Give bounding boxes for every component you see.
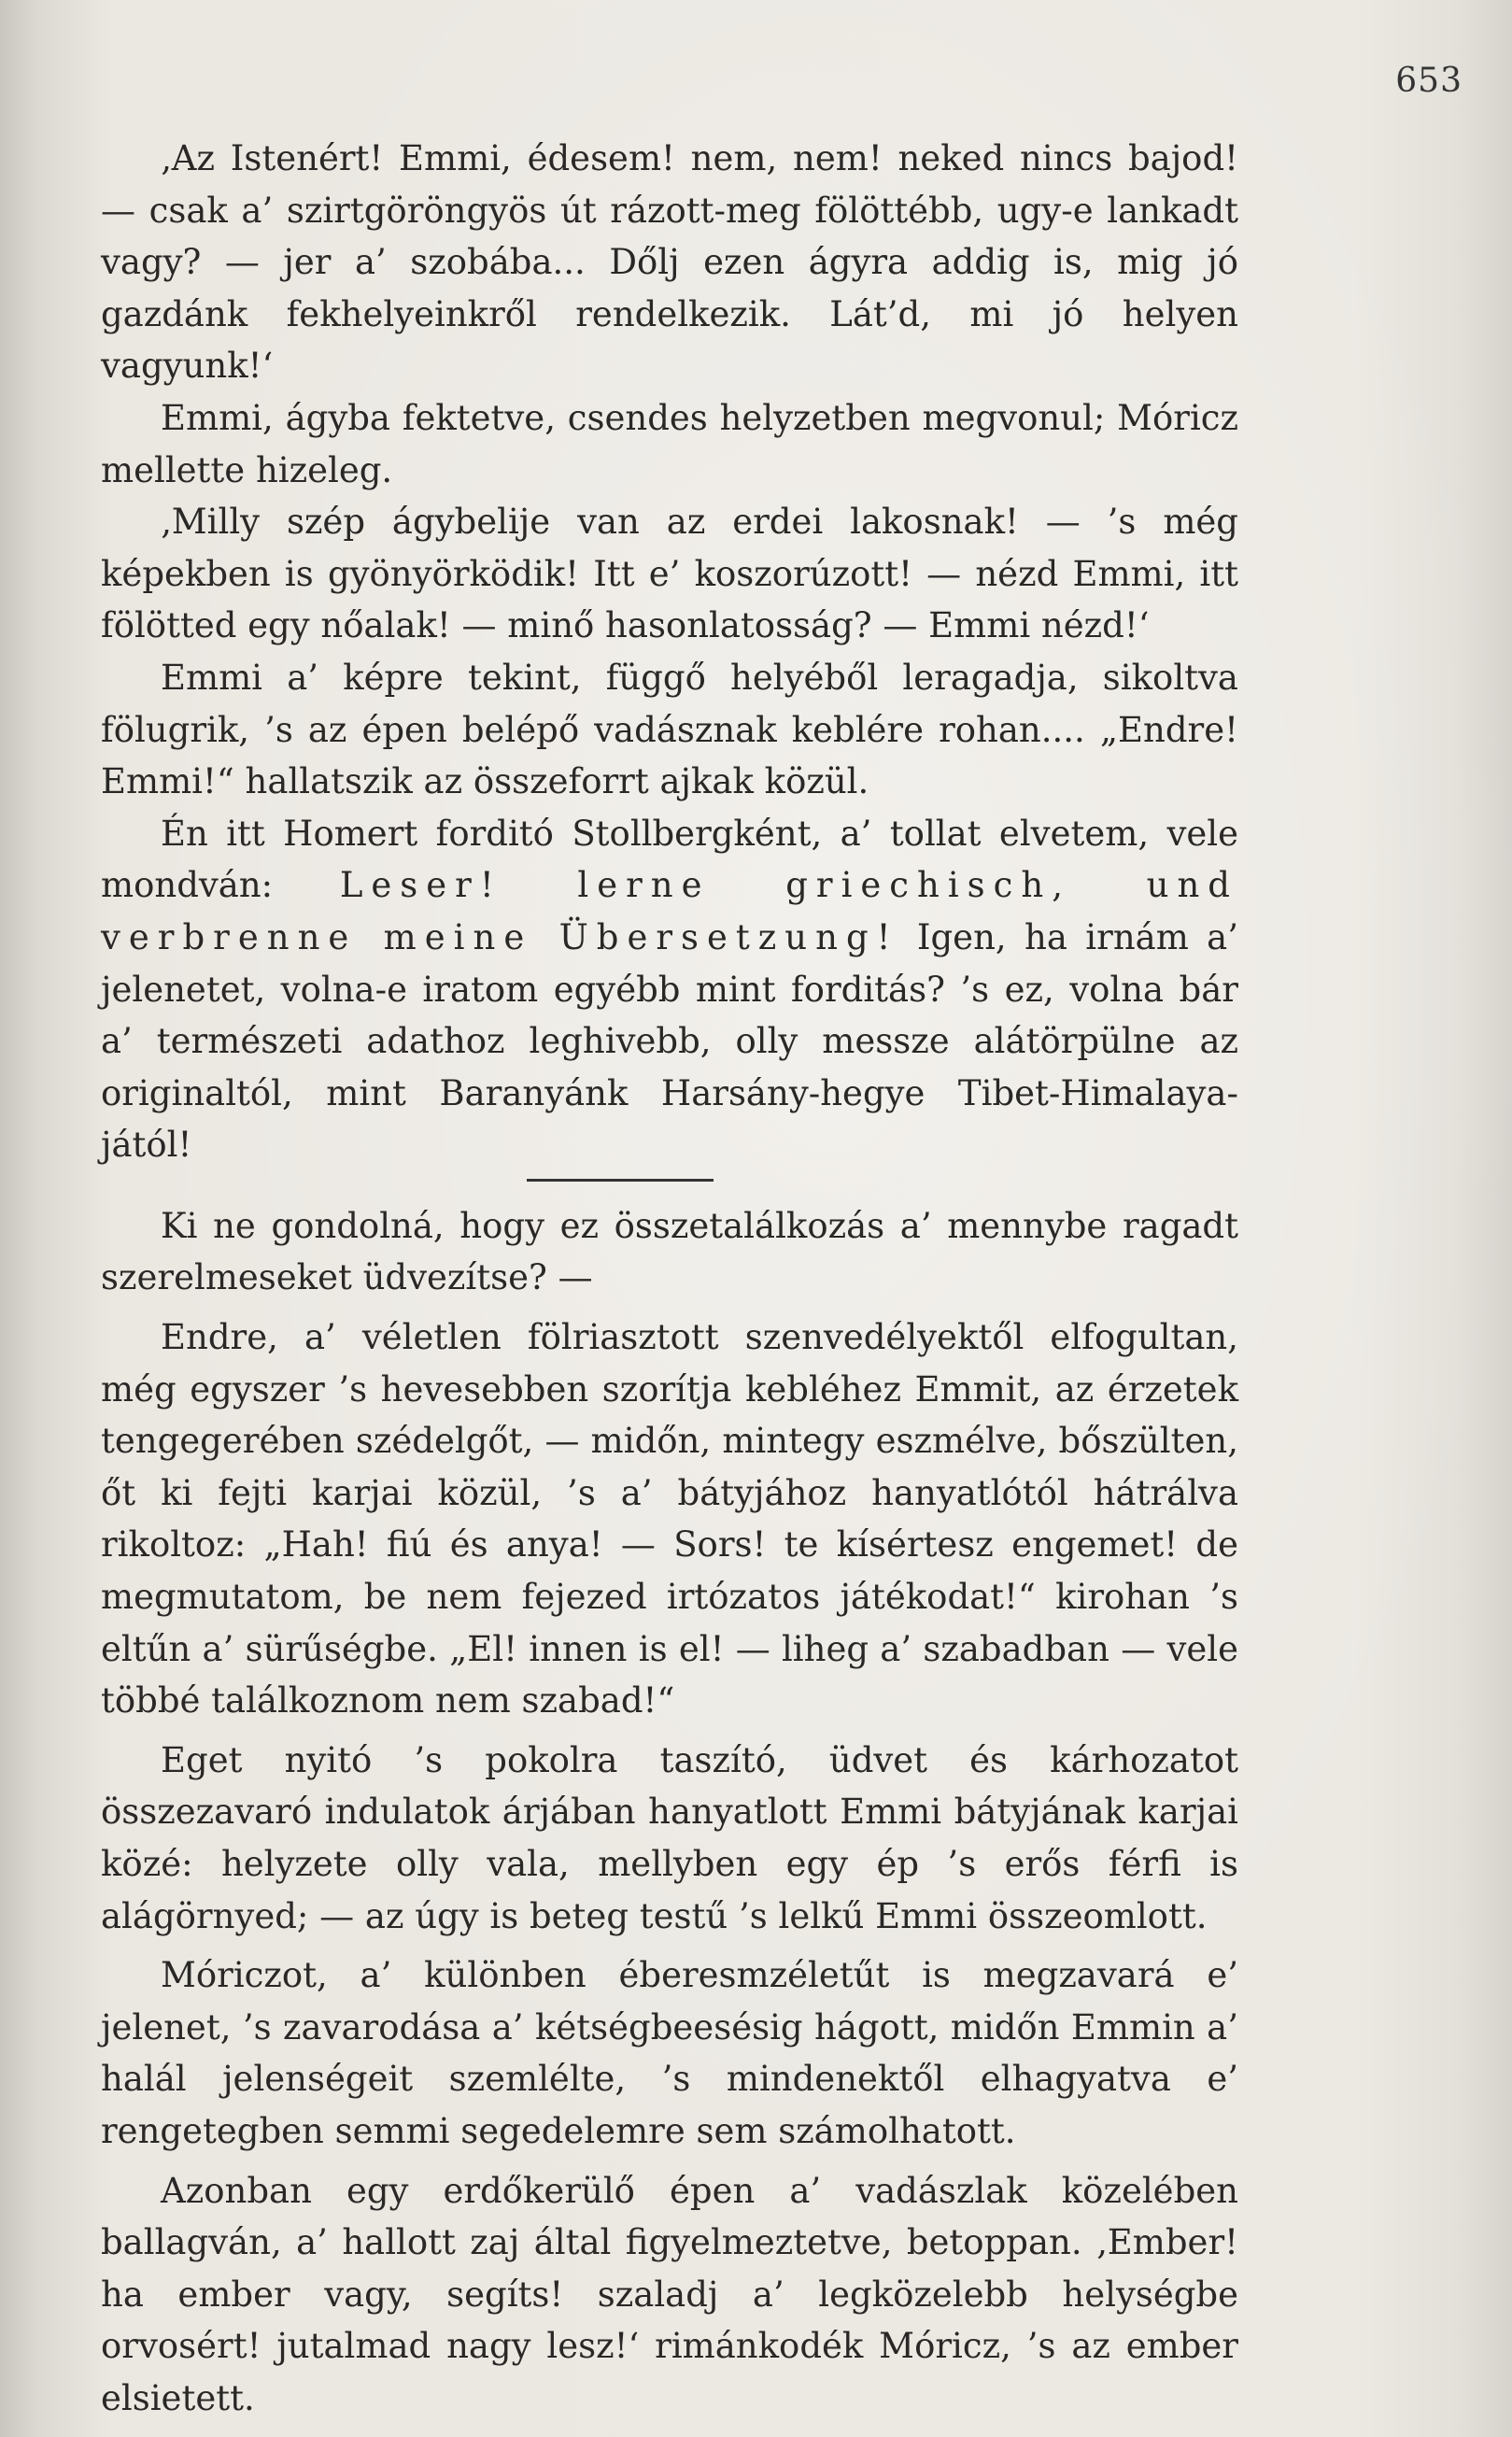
paragraph-5-german-quote: Leser! lerne griechisch, und verbrenne meine Übersetzung! <box>101 865 1238 957</box>
paragraph-5-lead: Én itt Homert forditó Stollbergként, a’ tollat elvetem, vele mondván: <box>101 813 1238 906</box>
paragraph-4: Emmi a’ képre tekint, függő helyéből leragadja, sikoltva fölugrik, ’s az épen belépő vadásznak keblére rohan.... „Endre! Emmi!“ hallatszik az összeforrt ajkak közül. <box>101 657 1238 802</box>
paragraph-10: Azonban egy erdőkerülő épen a’ vadászlak közelében ballagván, a’ hallott zaj által figyelmeztetve, betoppan. ‚Ember! ha ember vagy, segíts! szaladj a’ legközelebb helységbe orvosért! jutalmad nagy lesz!‘ rimánkodék Móricz, ’s az ember elsietett. <box>101 2170 1238 2418</box>
paragraph-8: Eget nyitó ’s pokolra taszító, üdvet és kárhozatot összezavaró indulatok árjában hanyatlott Emmi bátyjának karjai közé: helyzete olly vala, mellyben egy ép ’s erős férfi is alágörnyed; — az úgy is beteg testű ’s lelkű Emmi összeomlott. <box>101 1739 1238 1936</box>
paragraph-3: ‚Milly szép ágybelije van az erdei lakosnak! — ’s még képekben is gyönyörködik! Itt e’ koszorúzott! — nézd Emmi, itt fölötted egy nőalak! — minő hasonlatosság? — Emmi nézd!‘ <box>101 502 1238 646</box>
paragraph-2: Emmi, ágyba fektetve, csendes helyzetben megvonul; Móricz mellette hizeleg. <box>101 397 1238 490</box>
section-divider <box>527 1179 714 1182</box>
paragraph-5-rest: Igen, ha irnám a’ jelenetet, volna-e iratom egyébb mint forditás? ’s ez, volna bár a’ természeti adathoz leghivebb, olly messze alátörpülne az originaltól, mint Baranyánk Harsány-hegye Tibet-Himalaya-jától! <box>101 916 1238 1166</box>
paragraph-1: ‚Az Istenért! Emmi, édesem! nem, nem! neked nincs bajod! — csak a’ szirtgöröngyös út rázott-meg fölöttébb, ugy-e lankadt vagy? — jer a’ szobába... Dőlj ezen ágyra addig is, mig jó gazdánk fekhelyeinkről rendelkezik. Lát’d, mi jó helyen vagyunk!‘ <box>101 138 1238 387</box>
text-body <box>101 133 1238 2425</box>
paragraph-7: Endre, a’ véletlen fölriasztott szenvedélyektől elfogultan, még egyszer ’s hevesebben szorítja kebléhez Emmit, az érzetek tengegerében szédelgőt, — midőn, mintegy eszmélve, bőszülten, őt ki fejti karjai közül, ’s a’ bátyjához hanyatlótól hátrálva rikoltoz: „Hah! fiú és anya! — Sors! te kísértesz engemet! de megmutatom, be nem fejezed irtózatos játékodat!“ kirohan ’s eltűn a’ sürűségbe. „El! innen is el! — liheg a’ szabadban — vele többé találkoznom nem szabad!“ <box>101 1317 1238 1721</box>
paragraph-6: Ki ne gondolná, hogy ez összetalálkozás a’ mennybe ragadt szerelmeseket üdvezítse? — <box>101 1205 1238 1298</box>
paragraph-5 <box>101 808 1238 1171</box>
page-number: 653 <box>1395 62 1463 100</box>
paragraph-9: Móriczot, a’ különben éberesmzéletűt is megzavará e’ jelenet, ’s zavarodása a’ kétségbeesésig hágott, midőn Emmin a’ halál jelenségeit szemlélte, ’s mindenektől elhagyatva e’ rengetegben semmi segedelemre sem számolhatott. <box>101 1955 1238 2151</box>
